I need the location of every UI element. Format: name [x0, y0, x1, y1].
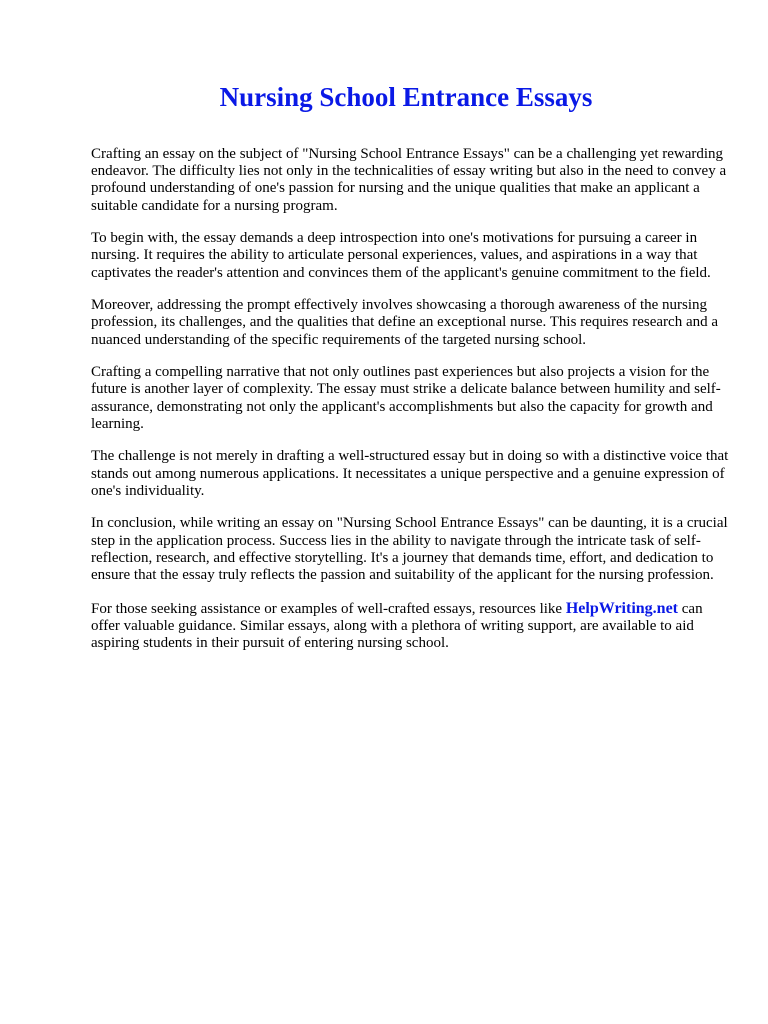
paragraph-conclusion: In conclusion, while writing an essay on "Nursing School Entrance Essays" can be daunting, it is a crucial step in the application process. Success lies in the ability to navigate through the intricate task of self-reflection, research, and effective storytelling. It's a journey that demands time, effort, and dedication to ensure that the essay truly reflects the passion and suitability of the applicant for the nursing profession. — [91, 515, 728, 584]
paragraph-intro: Crafting an essay on the subject of "Nursing School Entrance Essays" can be a challenging yet rewarding endeavor. The difficulty lies not only in the technicalities of essay writing but also in the need to convey a profound understanding of one's passion for nursing and the unique qualities that make an applicant a suitable candidate for a nursing program. — [91, 146, 727, 214]
paragraph-voice: The challenge is not merely in drafting a well-structured essay but in doing so with a distinctive voice that stands out among numerous applications. It necessitates a unique perspective and a genuine expression of one's individuality. — [91, 448, 729, 499]
helpwriting-link[interactable]: HelpWriting.net — [565, 599, 678, 617]
paragraph-introspection: To begin with, the essay demands a deep introspection into one's motivations for pursuing a career in nursing. It requires the ability to articulate personal experiences, values, and aspirations in a way that captivates the reader's attention and convinces them of the applicant's genuine commitment to the field. — [91, 230, 711, 281]
paragraph-prompt: Moreover, addressing the prompt effectively involves showcasing a thorough awareness of the nursing profession, its challenges, and the qualities that define an exceptional nurse. This requires research and a nuanced understanding of the specific requirements of the targeted nursing school. — [91, 297, 719, 348]
resources-text-after-link: can offer valuable guidance. Similar essays, along with a plethora of writing support, are available to aid aspiring students in their pursuit of entering nursing school. — [91, 600, 703, 652]
paragraph-resources — [91, 600, 731, 653]
paragraph-narrative: Crafting a compelling narrative that not only outlines past experiences but also projects a vision for the future is another layer of complexity. The essay must strike a delicate balance between humility and self-assurance, demonstrating not only the applicant's accomplishments but also the capacity for growth and learning. — [91, 364, 721, 432]
page-title: Nursing School Entrance Essays — [219, 82, 593, 112]
resources-text-before-link: For those seeking assistance or examples of well-crafted essays, resources like — [91, 600, 566, 617]
document-body — [91, 146, 731, 668]
